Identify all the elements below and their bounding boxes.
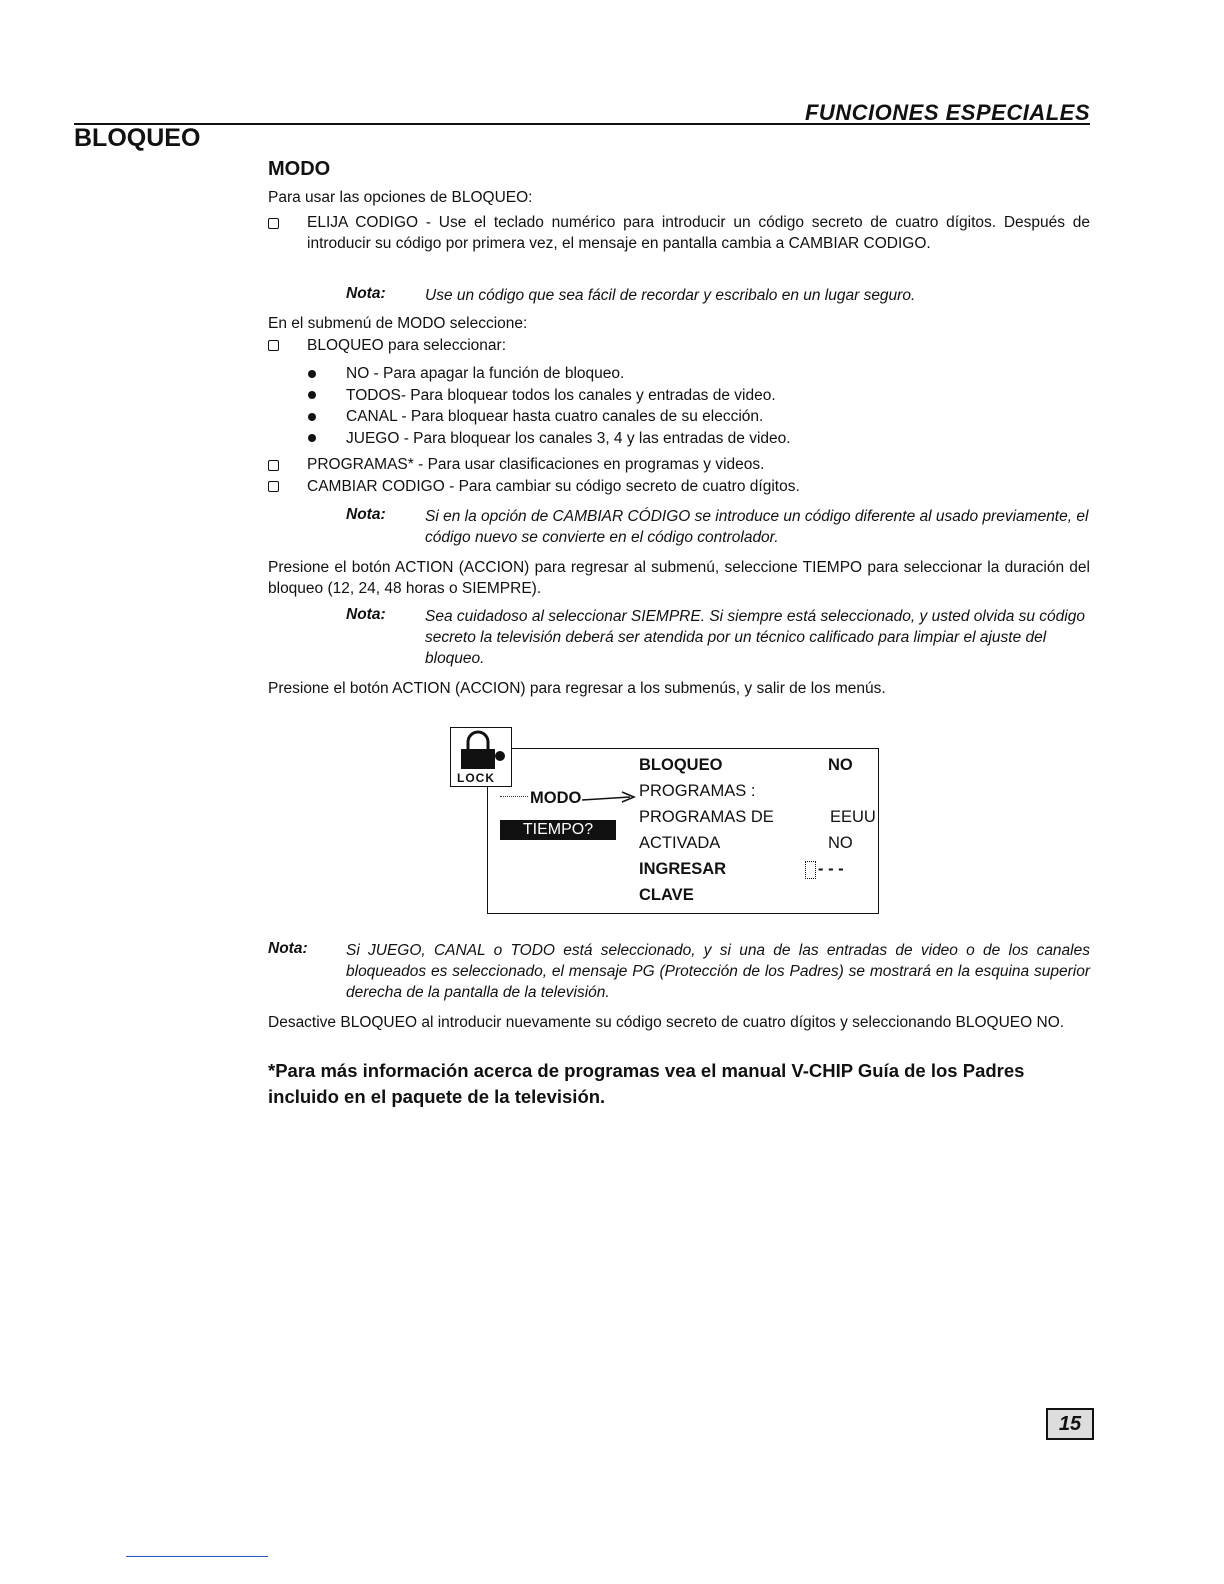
note-text: Sea cuidadoso al seleccionar SIEMPRE. Si siempre está seleccionado, y usted olvida su código secreto la televisión deberá ser atendida por un técnico calificado para limpiar el ajuste del bloqueo. bbox=[425, 608, 1085, 667]
section-title: BLOQUEO bbox=[74, 124, 201, 152]
note-label: Nota: bbox=[268, 940, 308, 957]
lock-icon-box bbox=[450, 727, 512, 787]
menu-row-label: PROGRAMAS : bbox=[639, 782, 756, 800]
elija-codigo-text: ELIJA CODIGO - Use el teclado numérico para introducir un código secreto de cuatro dígitos. Después de introducir su código por primera vez, el mensaje en pantalla cambia a CAMBIAR CODIGO. bbox=[307, 214, 1090, 252]
menu-row-label: ACTIVADA bbox=[639, 834, 721, 852]
bottom-rule bbox=[126, 1556, 268, 1557]
submenu-intro: En el submenú de MODO seleccione: bbox=[268, 315, 528, 332]
cursor-box bbox=[805, 861, 816, 879]
note-text: Use un código que sea fácil de recordar y escribalo en un lugar seguro. bbox=[425, 287, 916, 304]
intro-text: Para usar las opciones de BLOQUEO: bbox=[268, 189, 533, 206]
menu-row-label: INGRESAR bbox=[639, 860, 727, 878]
menu-row-label: PROGRAMAS DE bbox=[639, 808, 774, 826]
presione-text-2: Presione el botón ACTION (ACCION) para regresar a los submenús, y salir de los menús. bbox=[268, 680, 886, 697]
header-title: FUNCIONES ESPECIALES bbox=[804, 100, 1090, 125]
menu-row-value: NO bbox=[828, 834, 853, 852]
bloqueo-item: BLOQUEO para seleccionar: bbox=[307, 337, 507, 354]
note-text: Si JUEGO, CANAL o TODO está seleccionado, y si una de las entradas de video o de los canales bloqueados es seleccionado, el mensaje PG (Protección de los Padres) se mostrará en la esquina superior derecha de la pantalla de la televisión. bbox=[346, 942, 1090, 1001]
cambiar-item: CAMBIAR CODIGO - Para cambiar su código secreto de cuatro dígitos. bbox=[307, 478, 800, 495]
footer-bold-text: *Para más información acerca de programas vea el manual V-CHIP Guía de los Padres incluido en el paquete de la televisión. bbox=[268, 1060, 1025, 1107]
option-juego: JUEGO - Para bloquear los canales 3, 4 y las entradas de video. bbox=[346, 430, 791, 447]
note-label: Nota: bbox=[346, 606, 386, 623]
menu-row-value: NO bbox=[828, 756, 853, 774]
note-label: Nota: bbox=[346, 285, 386, 302]
menu-row-label: BLOQUEO bbox=[639, 756, 723, 774]
option-todos: TODOS- Para bloquear todos los canales y entradas de video. bbox=[346, 387, 776, 404]
arrow-right-icon bbox=[582, 790, 636, 804]
menu-row-value: - - - bbox=[818, 860, 844, 878]
note-text: Si en la opción de CAMBIAR CÓDIGO se introduce un código diferente al usado previamente, el código nuevo se convierte en el código controlador. bbox=[425, 508, 1089, 546]
padlock-icon bbox=[451, 728, 509, 772]
menu-modo: MODO bbox=[530, 789, 582, 807]
presione-text-1: Presione el botón ACTION (ACCION) para regresar al submenú, seleccione TIEMPO para seleccionar la duración del bloqueo (12, 24, 48 horas o SIEMPRE). bbox=[268, 559, 1090, 597]
option-canal: CANAL - Para bloquear hasta cuatro canales de su elección. bbox=[346, 408, 764, 425]
menu-row-label: CLAVE bbox=[639, 886, 694, 904]
option-no: NO - Para apagar la función de bloqueo. bbox=[346, 365, 625, 382]
programas-item: PROGRAMAS* - Para usar clasificaciones en programas y videos. bbox=[307, 456, 765, 473]
header-rule bbox=[74, 123, 1090, 125]
bullet-dot-icon bbox=[308, 413, 316, 421]
square-bullet-icon bbox=[268, 218, 279, 229]
bullet-dot-icon bbox=[308, 370, 316, 378]
square-bullet-icon bbox=[268, 340, 279, 351]
subsection-title: MODO bbox=[268, 158, 331, 180]
square-bullet-icon bbox=[268, 481, 279, 492]
bullet-dot-icon bbox=[308, 434, 316, 442]
lock-label: LOCK bbox=[457, 771, 495, 785]
menu-row-value: EEUU bbox=[830, 808, 876, 826]
square-bullet-icon bbox=[268, 460, 279, 471]
menu-tiempo: TIEMPO? bbox=[500, 820, 616, 840]
dotted-connector bbox=[500, 796, 528, 797]
page-number: 15 bbox=[1046, 1408, 1094, 1440]
bullet-dot-icon bbox=[308, 391, 316, 399]
desactive-text: Desactive BLOQUEO al introducir nuevamente su código secreto de cuatro dígitos y seleccionando BLOQUEO NO. bbox=[268, 1014, 1065, 1031]
note-label: Nota: bbox=[346, 506, 386, 523]
